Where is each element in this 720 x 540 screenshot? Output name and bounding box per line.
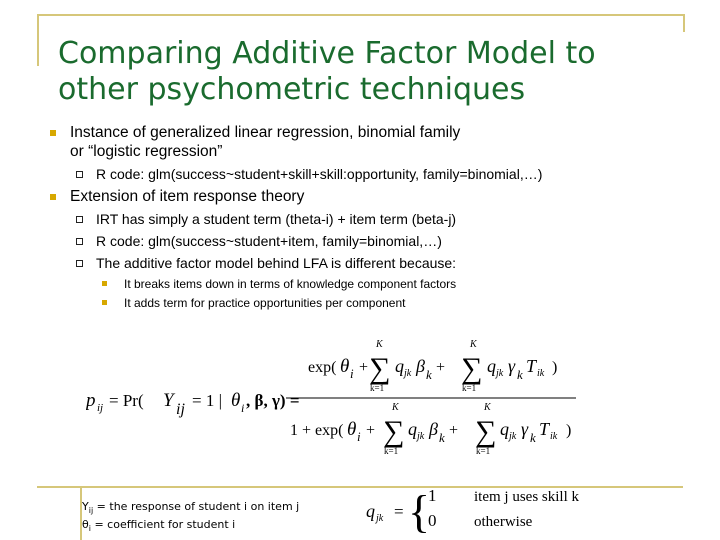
denominator-T-sub: ik <box>550 431 558 442</box>
numerator-T-sub: ik <box>537 368 545 379</box>
numerator-T: T <box>526 356 537 376</box>
denominator-theta-sub: i <box>357 429 361 444</box>
hollow-square-bullet-icon <box>76 238 83 245</box>
brace-icon: { <box>408 486 431 537</box>
slide-title <box>58 36 678 108</box>
denominator-gamma: γ <box>521 419 529 439</box>
numerator-gamma-sub: k <box>517 367 523 382</box>
denominator-q-sub-1: jk <box>417 431 425 442</box>
bullet-item <box>48 187 698 206</box>
numerator-plus-2: + <box>436 359 446 376</box>
definition-theta-text: = coefficient for student i <box>90 518 236 532</box>
denominator-sum-K-1: K <box>392 402 399 413</box>
small-square-bullet-icon <box>102 300 107 305</box>
formula-params: , β, γ) = <box>246 391 300 410</box>
denominator-sum-lower-2: k=1 <box>476 446 491 456</box>
denominator-plus-1: + <box>366 422 376 439</box>
numerator-sum-lower-1: k=1 <box>370 383 385 393</box>
numerator-q-sub-1: jk <box>404 368 412 379</box>
numerator-sum-lower-2: k=1 <box>462 383 477 393</box>
square-bullet-icon <box>50 130 56 136</box>
denominator-one-plus-exp: 1 + exp( <box>290 422 344 439</box>
formula-pr: = Pr( <box>109 391 144 410</box>
q-case-one-value: 1 <box>428 486 437 505</box>
bullet-text: It adds term for practice opportunities per component <box>124 296 406 310</box>
bullet-text: Instance of generalized linear regression, binomial family <box>70 124 461 141</box>
formula-Y: Y <box>163 390 174 411</box>
numerator-theta: θ <box>340 356 350 377</box>
sub-bullet-item <box>48 210 698 228</box>
denominator-beta-sub: k <box>439 430 445 445</box>
frame-top-right-line <box>683 14 685 32</box>
sub-bullet-item <box>48 165 698 183</box>
definition-Y <box>82 500 342 518</box>
bullet-item <box>48 123 698 161</box>
q-equals: = <box>394 502 404 521</box>
sub-bullet-item <box>48 232 698 250</box>
q-sub: jk <box>376 513 384 524</box>
denominator-beta: β <box>429 419 438 439</box>
small-square-bullet-icon <box>102 281 107 286</box>
hollow-square-bullet-icon <box>76 171 83 178</box>
formula-p: p <box>86 390 96 411</box>
numerator-sum-2: ∑ <box>461 352 483 385</box>
numerator-q-sub-2: jk <box>496 368 504 379</box>
frame-left-line <box>37 14 39 66</box>
formula-Y-sub: ij <box>176 401 185 418</box>
q-matrix-definition <box>364 484 624 540</box>
bullet-list <box>48 123 698 314</box>
denominator-sum-2: ∑ <box>475 415 497 448</box>
variable-definitions <box>82 500 342 536</box>
q-case-one-text: item j uses skill k <box>474 489 579 505</box>
definition-theta-symbol: θ <box>82 518 89 532</box>
afm-formula <box>86 336 596 466</box>
definition-Y-text: = the response of student i on item j <box>93 500 300 513</box>
bullet-text: Extension of item response theory <box>70 188 305 205</box>
square-bullet-icon <box>50 194 56 200</box>
formula-condition: = 1 | <box>192 391 222 410</box>
denominator-sum-lower-1: k=1 <box>384 446 399 456</box>
numerator-close: ) <box>552 359 558 376</box>
denominator-plus-2: + <box>449 422 459 439</box>
formula-theta-sub: i <box>241 401 245 415</box>
title-line-1: Comparing Additive Factor Model to <box>58 36 596 71</box>
definition-Y-sub: ij <box>88 506 94 516</box>
denominator-sum-K-2: K <box>484 402 491 413</box>
bullet-text: The additive factor model behind LFA is different because: <box>96 255 457 271</box>
q-symbol: q <box>366 501 375 521</box>
definition-theta <box>82 518 342 536</box>
numerator-sum-K-1: K <box>376 339 383 350</box>
denominator-theta: θ <box>347 419 357 440</box>
bullet-text: It breaks items down in terms of knowledge component factors <box>124 277 457 291</box>
bullet-text: R code: glm(success~student+item, family=binomial,…) <box>96 233 442 249</box>
formula-theta: θ <box>231 390 241 411</box>
numerator-exp: exp( <box>308 359 337 376</box>
denominator-T: T <box>539 419 550 439</box>
q-case-zero-text: otherwise <box>474 514 533 530</box>
denominator-gamma-sub: k <box>530 430 536 445</box>
numerator-q-2: q <box>487 356 496 376</box>
hollow-square-bullet-icon <box>76 216 83 223</box>
bullet-text-continued: or “logistic regression” <box>70 143 223 160</box>
denominator-sum-1: ∑ <box>383 415 405 448</box>
numerator-beta: β <box>416 356 425 376</box>
bullet-text: R code: glm(success~student+skill+skill:opportunity, family=binomial,…) <box>96 166 543 182</box>
numerator-theta-sub: i <box>350 366 354 381</box>
denominator-close: ) <box>566 422 572 439</box>
denominator-q-sub-2: jk <box>509 431 517 442</box>
hollow-square-bullet-icon <box>76 260 83 267</box>
frame-top-line <box>37 14 683 16</box>
q-case-zero-value: 0 <box>428 511 437 530</box>
numerator-sum-1: ∑ <box>369 352 391 385</box>
sub-sub-bullet-item <box>48 295 698 311</box>
definition-theta-sub: i <box>88 524 91 534</box>
numerator-plus-1: + <box>359 359 369 376</box>
title-line-2: other psychometric techniques <box>58 72 526 107</box>
numerator-sum-K-2: K <box>470 339 477 350</box>
numerator-gamma: γ <box>508 356 516 376</box>
sub-bullet-item <box>48 254 698 272</box>
denominator-q-1: q <box>408 419 417 439</box>
numerator-beta-sub: k <box>426 367 432 382</box>
numerator-q-1: q <box>395 356 404 376</box>
formula-p-sub: ij <box>97 402 104 414</box>
definition-Y-symbol: Y <box>82 500 89 513</box>
sub-sub-bullet-item <box>48 276 698 292</box>
bullet-text: IRT has simply a student term (theta-i) + item term (beta-j) <box>96 211 457 227</box>
denominator-q-2: q <box>500 419 509 439</box>
